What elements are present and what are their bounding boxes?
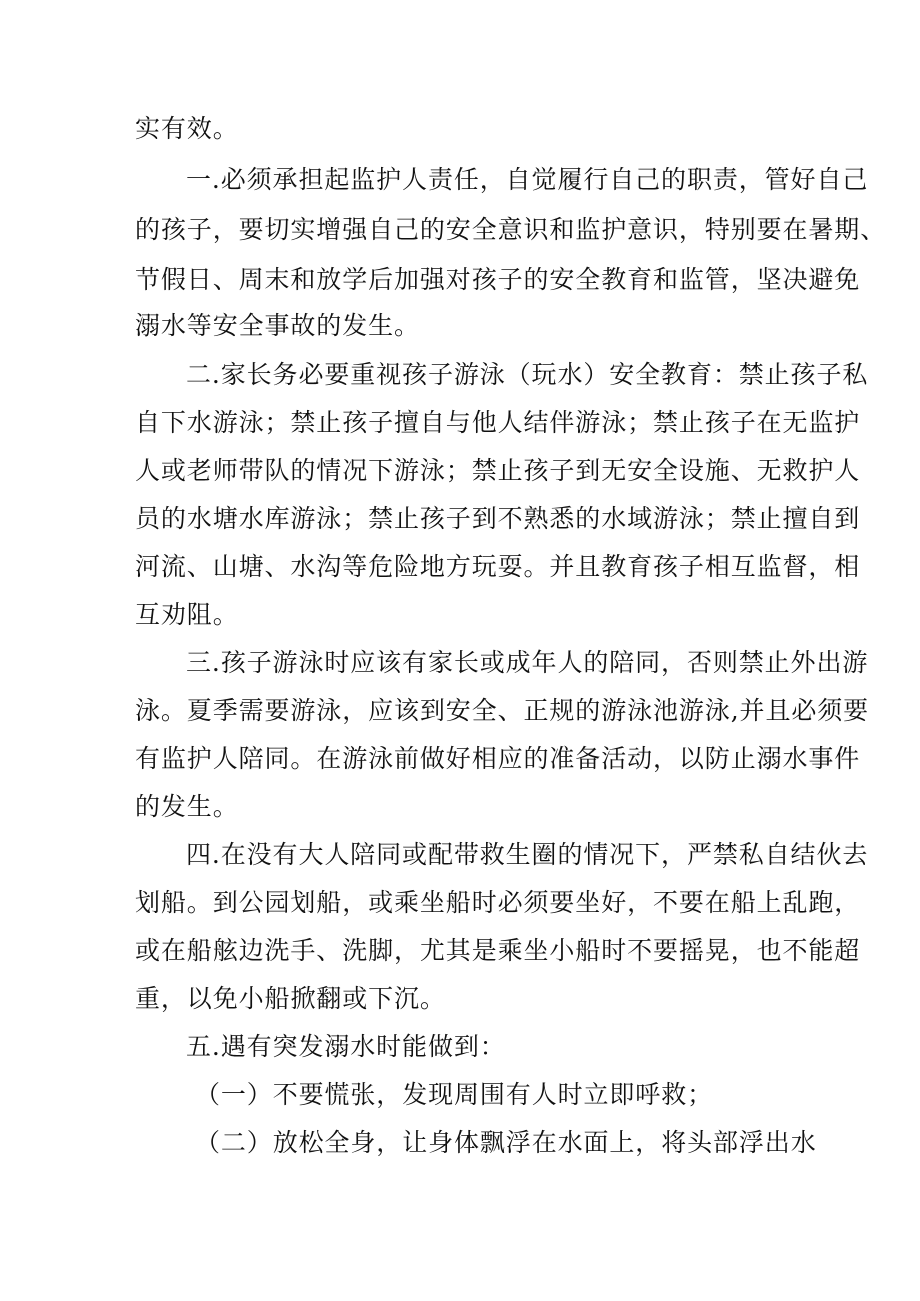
text-line: 泳。夏季需要游泳，应该到安全、正规的游泳池游泳,并且必须要 bbox=[135, 696, 870, 725]
list-item: （二）放松全身，让身体飘浮在水面上，将头部浮出水 bbox=[195, 1128, 817, 1157]
text-line: 溺水等安全事故的发生。 bbox=[135, 311, 420, 340]
text-line: 重，以免小船掀翻或下沉。 bbox=[135, 984, 446, 1013]
text-line: 或在船舷边洗手、洗脚，尤其是乘坐小船时不要摇晃，也不能超 bbox=[135, 936, 861, 965]
paragraph-1-start: 一.必须承担起监护人责任，自觉履行自己的职责，管好自己 bbox=[186, 165, 869, 194]
text-line: 有监护人陪同。在游泳前做好相应的准备活动，以防止溺水事件 bbox=[135, 744, 861, 773]
paragraph-4-start: 四.在没有大人陪同或配带救生圈的情况下，严禁私自结伙去 bbox=[186, 840, 869, 869]
paragraph-5-start: 五.遇有突发溺水时能做到： bbox=[186, 1032, 506, 1061]
text-line: 的发生。 bbox=[135, 792, 239, 821]
text-line: 河流、山塘、水沟等危险地方玩耍。并且教育孩子相互监督，相 bbox=[135, 552, 861, 581]
paragraph-3-start: 三.孩子游泳时应该有家长或成年人的陪同，否则禁止外出游 bbox=[186, 648, 869, 677]
paragraph-2-start: 二.家长务必要重视孩子游泳（玩水）安全教育：禁止孩子私 bbox=[186, 360, 869, 389]
text-line: 人或老师带队的情况下游泳；禁止孩子到无安全设施、无救护人 bbox=[135, 456, 861, 485]
text-line: 划船。到公园划船，或乘坐船时必须要坐好，不要在船上乱跑， bbox=[135, 888, 861, 917]
text-line: 员的水塘水库游泳；禁止孩子到不熟悉的水域游泳；禁止擅自到 bbox=[135, 504, 861, 533]
text-line: 实有效。 bbox=[135, 114, 239, 143]
text-line: 的孩子，要切实增强自己的安全意识和监护意识，特别要在暑期、 bbox=[135, 215, 887, 244]
list-item: （一）不要慌张，发现周围有人时立即呼救； bbox=[195, 1080, 714, 1109]
text-line: 节假日、周末和放学后加强对孩子的安全教育和监管，坚决避免 bbox=[135, 265, 861, 294]
text-line: 互劝阻。 bbox=[135, 600, 239, 629]
text-line: 自下水游泳；禁止孩子擅自与他人结伴游泳；禁止孩子在无监护 bbox=[135, 408, 861, 437]
